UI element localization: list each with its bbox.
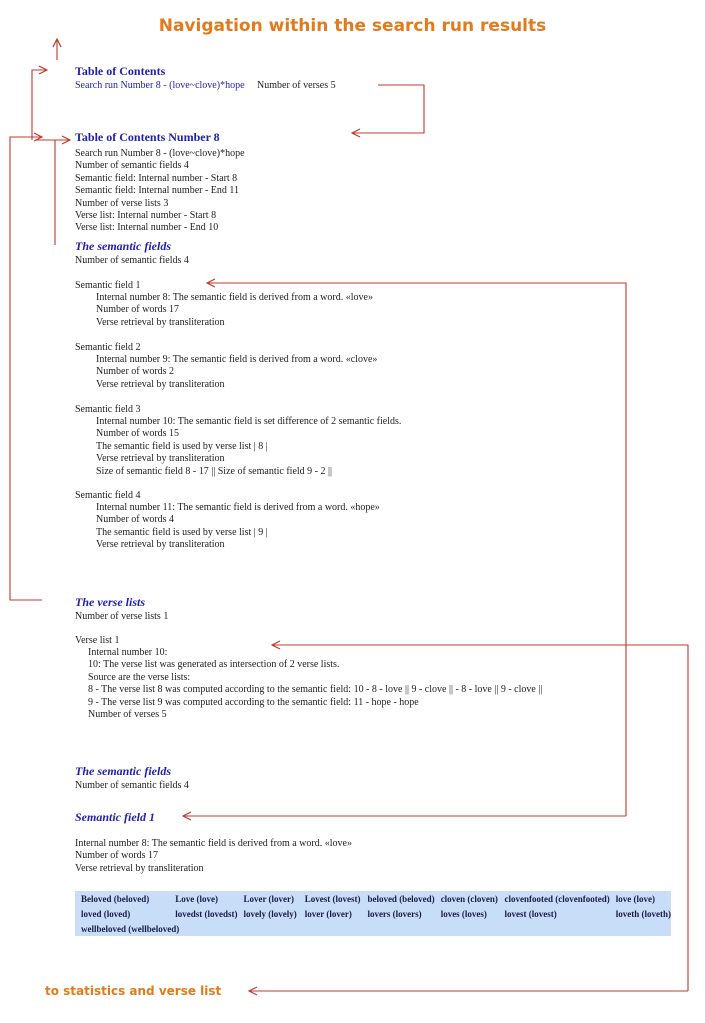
verse-list-line: 10: The verse list was generated as intersection of 2 verse lists. bbox=[88, 659, 340, 671]
word-cell: loved (loved) bbox=[81, 908, 131, 919]
semantic-fields-count: Number of semantic fields 4 bbox=[75, 255, 189, 266]
search-run-link[interactable]: Search run Number 8 - (love~clove)*hope bbox=[75, 80, 245, 91]
verse-list-line: Source are the verse lists: bbox=[88, 671, 191, 683]
field-line: Number of words 2 bbox=[96, 366, 175, 378]
detail-line: Verse retrieval by transliteration bbox=[75, 862, 204, 874]
field-line: Verse retrieval by transliteration bbox=[96, 453, 225, 465]
verse-lists-count: Number of verse lists 1 bbox=[75, 611, 169, 622]
toc8-heading: Table of Contents Number 8 bbox=[75, 130, 220, 144]
field-line: Internal number 9: The semantic field is derived from a word. «clove» bbox=[96, 354, 378, 365]
field-line: Verse retrieval by transliteration bbox=[96, 316, 225, 328]
word-cell: lovest (lovest) bbox=[504, 908, 557, 919]
semantic-fields-heading-2[interactable]: The semantic fields bbox=[75, 764, 171, 778]
word-cell: lovedst (lovedst) bbox=[175, 908, 238, 919]
field-line: Size of semantic field 8 - 17 || Size of semantic field 9 - 2 || bbox=[96, 465, 332, 477]
toc8-line: Semantic field: Internal number - Start 8 bbox=[75, 172, 238, 184]
toc8-line: Semantic field: Internal number - End 11 bbox=[75, 185, 240, 197]
toc8-line: Verse list: Internal number - End 10 bbox=[75, 222, 219, 234]
semantic-field-4-details bbox=[96, 502, 380, 552]
word-cell: lover (lover) bbox=[304, 908, 352, 919]
semantic-field-4-link[interactable]: Semantic field 4 bbox=[75, 490, 141, 501]
table-row bbox=[75, 921, 671, 936]
toc8-line: Number of verse lists 3 bbox=[75, 197, 169, 209]
field-line: Verse retrieval by transliteration bbox=[96, 378, 225, 390]
word-cell: lovers (lovers) bbox=[367, 908, 422, 919]
word-cell: Beloved (beloved) bbox=[81, 893, 150, 904]
semantic-field-1-details bbox=[96, 292, 373, 329]
verse-list-1-details bbox=[88, 647, 542, 721]
table-row bbox=[75, 906, 671, 921]
arrow-search-run-to-toc8 bbox=[352, 85, 424, 133]
field-line: Number of words 4 bbox=[96, 514, 175, 526]
page-title: Navigation within the search run results bbox=[158, 16, 547, 36]
toc8-details bbox=[75, 148, 245, 235]
verse-list-line: 8 - The verse list 8 was computed according to the semantic field: 10 - 8 - love || 9 - clove || - 8 - love || 9 - clove || bbox=[88, 684, 543, 696]
arrow-to-toc bbox=[32, 70, 47, 140]
word-cell: Lovest (lovest) bbox=[304, 893, 361, 904]
word-cell: cloven (cloven) bbox=[440, 893, 498, 904]
field-line: Internal number 11: The semantic field is derived from a word. «hope» bbox=[96, 502, 380, 513]
semantic-fields-heading[interactable]: The semantic fields bbox=[75, 239, 171, 253]
arrow-verse-lists-to-toc8 bbox=[10, 137, 42, 600]
word-cell: Love (love) bbox=[175, 893, 218, 904]
field-line: The semantic field is used by verse list | 8 | bbox=[96, 440, 268, 452]
semantic-field-3-details bbox=[96, 416, 401, 478]
field-line: Number of words 15 bbox=[96, 428, 180, 440]
toc8-line: Verse list: Internal number - Start 8 bbox=[75, 210, 217, 222]
word-cell: beloved (beloved) bbox=[367, 893, 435, 904]
semantic-field-1-link[interactable]: Semantic field 1 bbox=[75, 280, 141, 291]
verse-list-line: Internal number 10: bbox=[88, 647, 168, 658]
word-table bbox=[75, 891, 671, 936]
word-cell: loveth (loveth) bbox=[615, 908, 671, 919]
detail-line: Number of words 17 bbox=[75, 850, 159, 862]
semantic-field-1-detail-heading: Semantic field 1 bbox=[75, 810, 155, 824]
verse-list-line: 9 - The verse list 9 was computed according to the semantic field: 11 - hope - hope bbox=[88, 696, 419, 708]
toc8-line: Number of semantic fields 4 bbox=[75, 160, 189, 172]
word-cell: wellbeloved (wellbeloved) bbox=[81, 923, 180, 934]
word-cell: clovenfooted (clovenfooted) bbox=[504, 893, 610, 904]
field-line: The semantic field is used by verse list | 9 | bbox=[96, 526, 268, 538]
field-line: Internal number 8: The semantic field is derived from a word. «love» bbox=[96, 292, 373, 303]
verse-lists-heading[interactable]: The verse lists bbox=[75, 595, 145, 609]
semantic-field-3-link[interactable]: Semantic field 3 bbox=[75, 404, 141, 415]
verses-count: Number of verses 5 bbox=[257, 80, 336, 91]
arrow-semantic-fields-to-toc8 bbox=[35, 140, 55, 245]
word-cell: lovely (lovely) bbox=[243, 908, 297, 919]
toc-entry bbox=[75, 80, 336, 92]
verse-list-1-link[interactable]: Verse list 1 bbox=[75, 635, 120, 646]
field-line: Internal number 10: The semantic field is set difference of 2 semantic fields. bbox=[96, 416, 402, 427]
word-cell: loves (loves) bbox=[440, 908, 487, 919]
semantic-field-2-details bbox=[96, 354, 377, 391]
table-row bbox=[75, 891, 671, 906]
semantic-fields-count-2: Number of semantic fields 4 bbox=[75, 780, 189, 791]
word-cell: Lover (lover) bbox=[243, 893, 295, 904]
semantic-field-1-detail-lines bbox=[75, 838, 352, 875]
field-line: Verse retrieval by transliteration bbox=[96, 539, 225, 551]
verse-list-line: Number of verses 5 bbox=[88, 709, 167, 721]
toc8-line: Search run Number 8 - (love~clove)*hope bbox=[75, 148, 245, 159]
field-line: Number of words 17 bbox=[96, 304, 180, 316]
detail-line: Internal number 8: The semantic field is derived from a word. «love» bbox=[75, 838, 352, 849]
toc-heading[interactable]: Table of Contents bbox=[75, 64, 166, 78]
word-cell: love (love) bbox=[615, 893, 655, 904]
semantic-field-2-link[interactable]: Semantic field 2 bbox=[75, 342, 141, 353]
statistics-note: to statistics and verse list bbox=[45, 984, 222, 998]
